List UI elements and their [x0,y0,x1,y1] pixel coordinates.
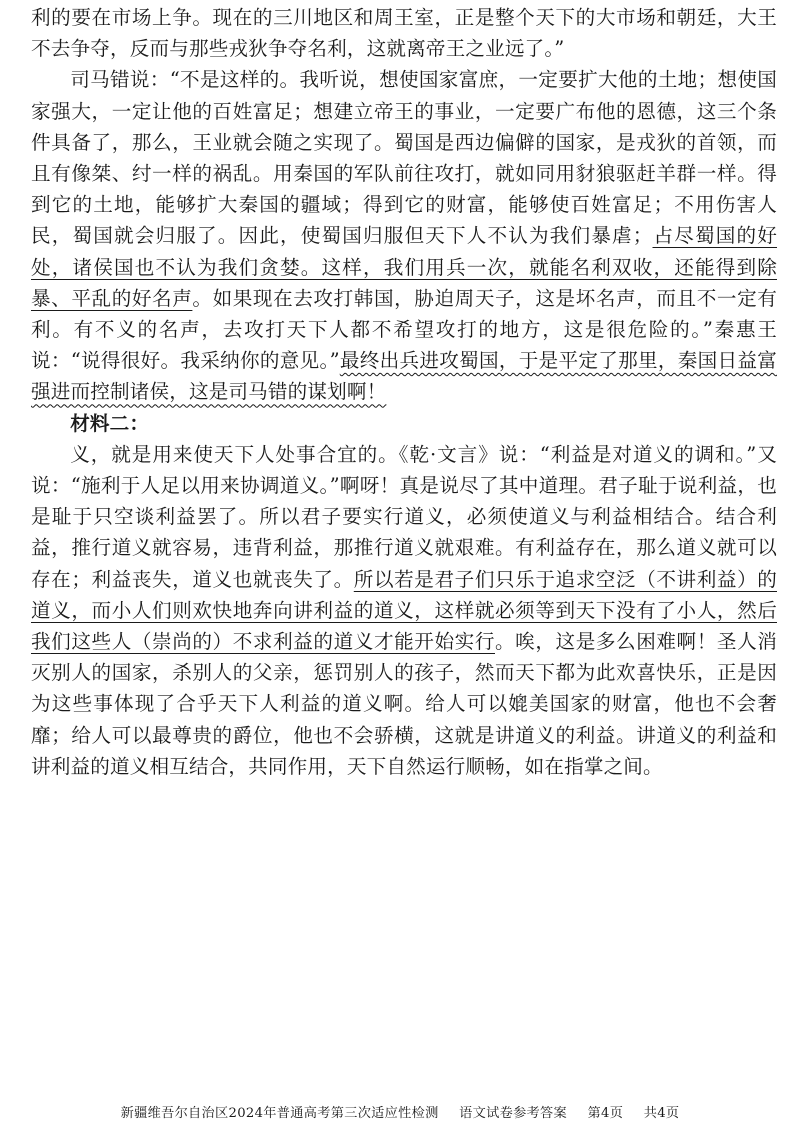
paragraph-2-text-c: 。如果现在去攻打韩国，胁迫周天子，这是坏名声，而且不一定有利。有不义的名声，去攻打天下人都不希望攻打的地方，这是很危险的。”秦惠王说：“说得很好。我采纳你的意见。” [31,286,777,373]
paragraph-sima-cuo [31,64,777,407]
underlined-sentence-2: 所以若是君子们只乐于追求空泛（不讲利益）的道义，而小人们则欢快地奔向讲利益的道义，这样就必须等到天下没有了小人，然后我们这些人（崇尚的）不求利益的道义才能开始实行 [31,567,777,654]
paragraph-3-text-a: 义，就是用来使天下人处事合宜的。《乾·文言》说：“利益是对道义的调和。”又说：“施利于人足以用来协调道义。”啊呀！真是说尽了其中道理。君子耻于说利益，也是耻于只空谈利益罢了。所以君子要实行道义，必须使道义与利益相结合。结合利益，推行道义就容易，违背利益，那推行道义就艰难。有利益存在，那么道义就可以存在；利益丧失，道义也就丧失了。 [31,442,777,591]
material-2-heading: 材料二： [70,411,150,435]
paragraph-3-text-c: 。唉，这是多么困难啊！圣人消灭别人的国家，杀别人的父亲，惩罚别人的孩子，然而天下都为此欢喜快乐，正是因为这些事体现了合乎天下人利益的道义啊。给人可以媲美国家的财富，他也不会奢靡；给人可以最尊贵的爵位，他也不会骄横，这就是讲道义的利益。讲道义的利益和讲利益的道义相互结合，共同作用，天下自然运行顺畅，如在指掌之间。 [31,630,777,778]
footer-page-number: 第4页 [587,1106,624,1121]
wavy-underlined-sentence: 最终出兵进攻蜀国，于是平定了那里，秦国日益富强进而控制诸侯，这是司马错的谋划啊！ [31,349,777,404]
paragraph-2-text-a: 司马错说：“不是这样的。我听说，想使国家富庶，一定要扩大他的土地；想使国家强大，一定让他的百姓富足；想建立帝王的事业，一定要广布他的恩德，这三个条件具备了，那么，王业就会随之实现了。蜀国是西边偏僻的国家，是戎狄的首领，而且有像桀、纣一样的祸乱。用秦国的军队前往攻打，就如同用豺狼驱赶羊群一样。得到它的土地，能够扩大秦国的疆域；得到它的财富，能够使百姓富足；不用伤害人民，蜀国就会归服了。因此，使蜀国归服但天下人不认为我们暴虐； [31,68,777,248]
passage-text [31,2,777,782]
footer-exam-title: 新疆维吾尔自治区2024年普通高考第三次适应性检测 [120,1106,439,1121]
footer-subject: 语文试卷参考答案 [459,1106,568,1121]
paragraph-material-2 [31,439,777,782]
paragraph-1: 利的要在市场上争。现在的三川地区和周王室，正是整个天下的大市场和朝廷，大王不去争夺，反而与那些戎狄争夺名利，这就离帝王之业远了。” [31,6,777,61]
underlined-sentence-1: 占尽蜀国的好处，诸侯国也不认为我们贪婪。这样，我们用兵一次，就能名利双收，还能得到除暴、平乱的好名声 [31,224,778,310]
page-footer [0,1102,800,1121]
footer-page-total: 共4页 [643,1106,680,1121]
